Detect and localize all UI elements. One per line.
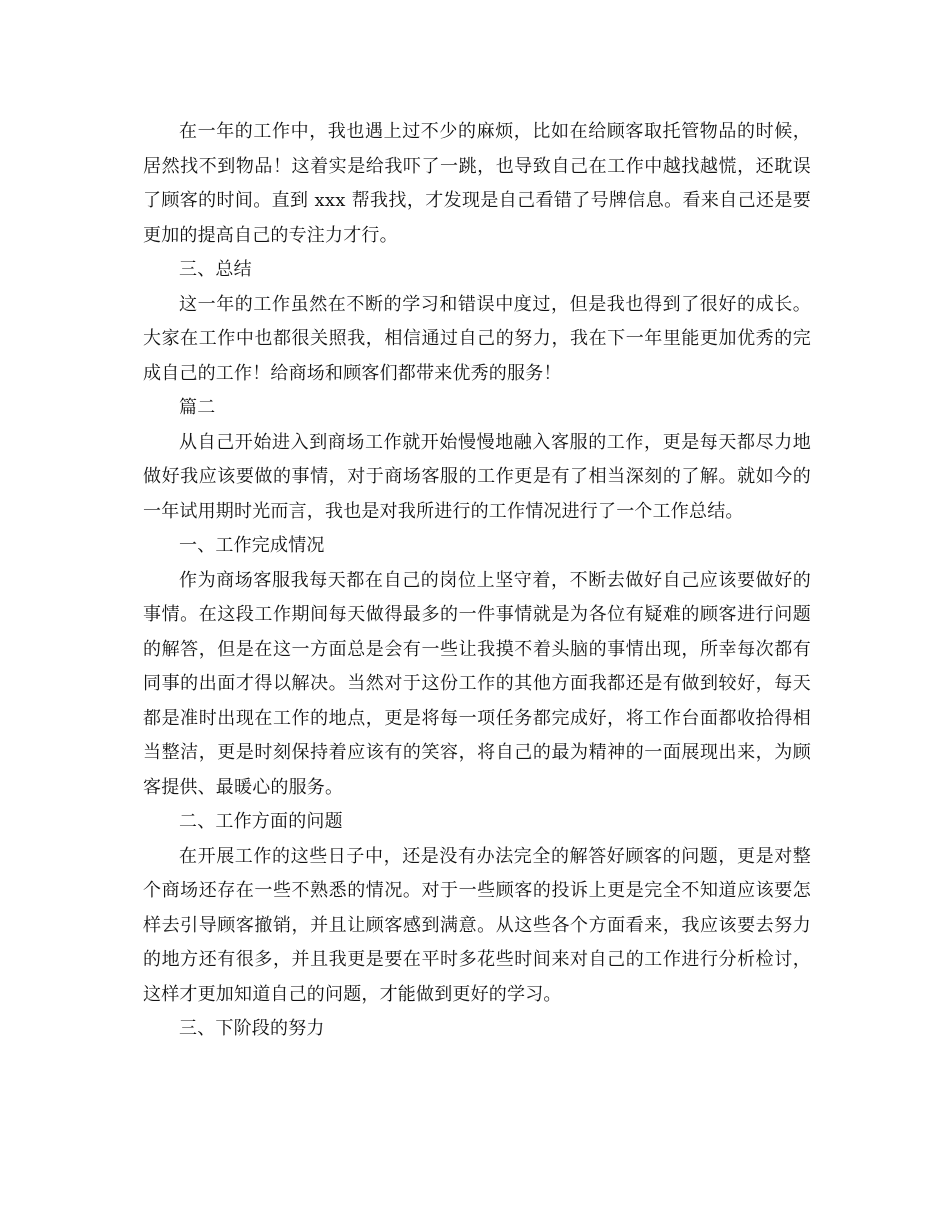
heading-summary: 三、总结 bbox=[179, 259, 252, 280]
heading-next-stage: 三、下阶段的努力 bbox=[179, 1018, 325, 1039]
heading-work-completion: 一、工作完成情况 bbox=[179, 535, 325, 556]
paragraph-1: 在一年的工作中，我也遇上过不少的麻烦，比如在给顾客取托管物品的时候，居然找不到物品！这着实是给我吓了一跳，也导致自己在工作中越找越慌，还耽误了顾客的时间。直到 xxx 帮我找，才发现是自己看错了号牌信息。看来自己还是要更加的提高自己的专注力才行。 bbox=[143, 121, 811, 246]
paragraph-3: 从自己开始进入到商场工作就开始慢慢地融入客服的工作，更是每天都尽力地做好我应该要做的事情，对于商场客服的工作更是有了相当深刻的了解。就如今的一年试用期时光而言，我也是对我所进行的工作情况进行了一个工作总结。 bbox=[143, 431, 811, 522]
heading-work-problems: 二、工作方面的问题 bbox=[179, 811, 343, 832]
document-page bbox=[143, 115, 811, 1047]
paragraph-4: 作为商场客服我每天都在自己的岗位上坚守着，不断去做好自己应该要做好的事情。在这段工作期间每天做得最多的一件事情就是为各位有疑难的顾客进行问题的解答，但是在这一方面总是会有一些让我摸不着头脑的事情出现，所幸每次都有同事的出面才得以解决。当然对于这份工作的其他方面我都还是有做到较好，每天都是准时出现在工作的地点，更是将每一项任务都完成好，将工作台面都收拾得相当整洁，更是时刻保持着应该有的笑容，将自己的最为精神的一面展现出来，为顾客提供、最暖心的服务。 bbox=[143, 569, 811, 798]
heading-part-two: 篇二 bbox=[179, 397, 216, 418]
paragraph-2: 这一年的工作虽然在不断的学习和错误中度过，但是我也得到了很好的成长。大家在工作中也都很关照我，相信通过自己的努力，我在下一年里能更加优秀的完成自己的工作！给商场和顾客们都带来优秀的服务！ bbox=[143, 293, 811, 384]
paragraph-5: 在开展工作的这些日子中，还是没有办法完全的解答好顾客的问题，更是对整个商场还存在一些不熟悉的情况。对于一些顾客的投诉上更是完全不知道应该要怎样去引导顾客撤销，并且让顾客感到满意。从这些各个方面看来，我应该要去努力的地方还有很多，并且我更是要在平时多花些时间来对自己的工作进行分析检讨，这样才更加知道自己的问题，才能做到更好的学习。 bbox=[143, 845, 811, 1005]
